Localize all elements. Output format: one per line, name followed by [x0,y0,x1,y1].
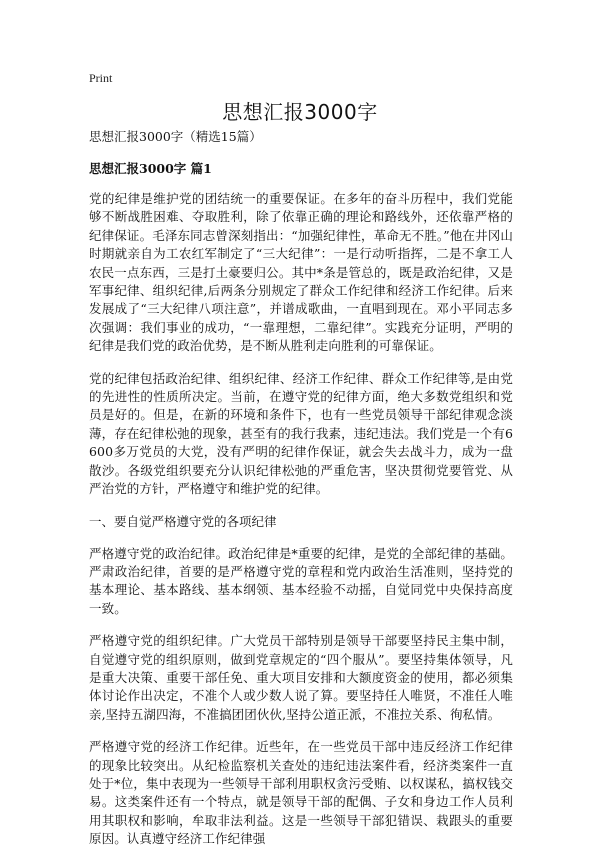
paragraph-2: 党的纪律包括政治纪律、组织纪律、经济工作纪律、群众工作纪律等,是由党的先进性的性质所决定。当前，在遵守党的纪律方面，绝大多数党组织和党员是好的。但是，在新的环境和条件下，也有一些党员领导干部纪律观念淡薄，存在纪律松弛的现象，甚至有的我行我素，违纪违法。我们党是一个有6600多万党员的大党，没有严明的纪律作保证，就会失去战斗力，成为一盘散沙。各级党组织要充分认识纪律松弛的严重危害，坚决贯彻党要管党、从严治党的方针，严格遵守和维护党的纪律。 [89,370,513,497]
subheading-1: 一、要自觉严格遵守党的各项纪律 [89,513,277,529]
section-heading: 思想汇报3000字 篇1 [89,161,212,176]
paragraph-4: 严格遵守党的组织纪律。广大党员干部特别是领导干部要坚持民主集中制，自觉遵守党的组织原则，做到党章规定的“四个服从”。要坚持集体领导，凡是重大决策、重要干部任免、重大项目安排和大额度资金的使用，都必须集体讨论作出决定，不准个人或少数人说了算。要坚持任人唯贤，不准任人唯亲,坚持五湖四海，不准搞团团伙伙,坚持公道正派，不准拉关系、徇私情。 [89,633,513,722]
document-body [89,128,513,863]
document-subtitle: 思想汇报3000字（精选15篇） [89,129,262,144]
paragraph-5: 严格遵守党的经济工作纪律。近些年，在一些党员干部中违反经济工作纪律的现象比较突出。从纪检监察机关查处的违纪违法案件看，经济类案件一直处于*位，集中表现为一些领导干部利用职权贪污受贿、以权谋私，搞权钱交易。这类案件还有一个特点，就是领导干部的配偶、子女和身边工作人员利用其职权和影响，牟取非法利益。这是一些领导干部犯错误、栽跟头的重要原因。认真遵守经济工作纪律强 [89,739,513,847]
print-label: Print [89,71,113,85]
paragraph-1: 党的纪律是维护党的团结统一的重要保证。在多年的奋斗历程中，我们党能够不断战胜困难、夺取胜利，除了依靠正确的理论和路线外，还依靠严格的纪律保证。毛泽东同志曾深刻指出：“加强纪律性，革命无不胜。”他在井冈山时期就亲自为工农红军制定了“三大纪律”：一是行动听指挥，二是不拿工人农民一点东西，三是打土豪要归公。其中*条是管总的，既是政治纪律，又是军事纪律、组织纪律,后两条分别规定了群众工作纪律和经济工作纪律。后来发展成了“三大纪律八项注意”，并谱成歌曲，一直唱到现在。邓小平同志多次强调：我们事业的成功，“一靠理想，二靠纪律”。实践充分证明，严明的纪律是我们党的政治优势，是不断从胜利走向胜利的可靠保证。 [89,191,513,354]
paragraph-3: 严格遵守党的政治纪律。政治纪律是*重要的纪律，是党的全部纪律的基础。严肃政治纪律，首要的是严格遵守党的章程和党内政治生活准则，坚持党的基本理论、基本路线、基本纲领、基本经验不动摇，自觉同党中央保持高度一致。 [89,545,513,616]
document-title: 思想汇报3000字 [222,100,378,124]
